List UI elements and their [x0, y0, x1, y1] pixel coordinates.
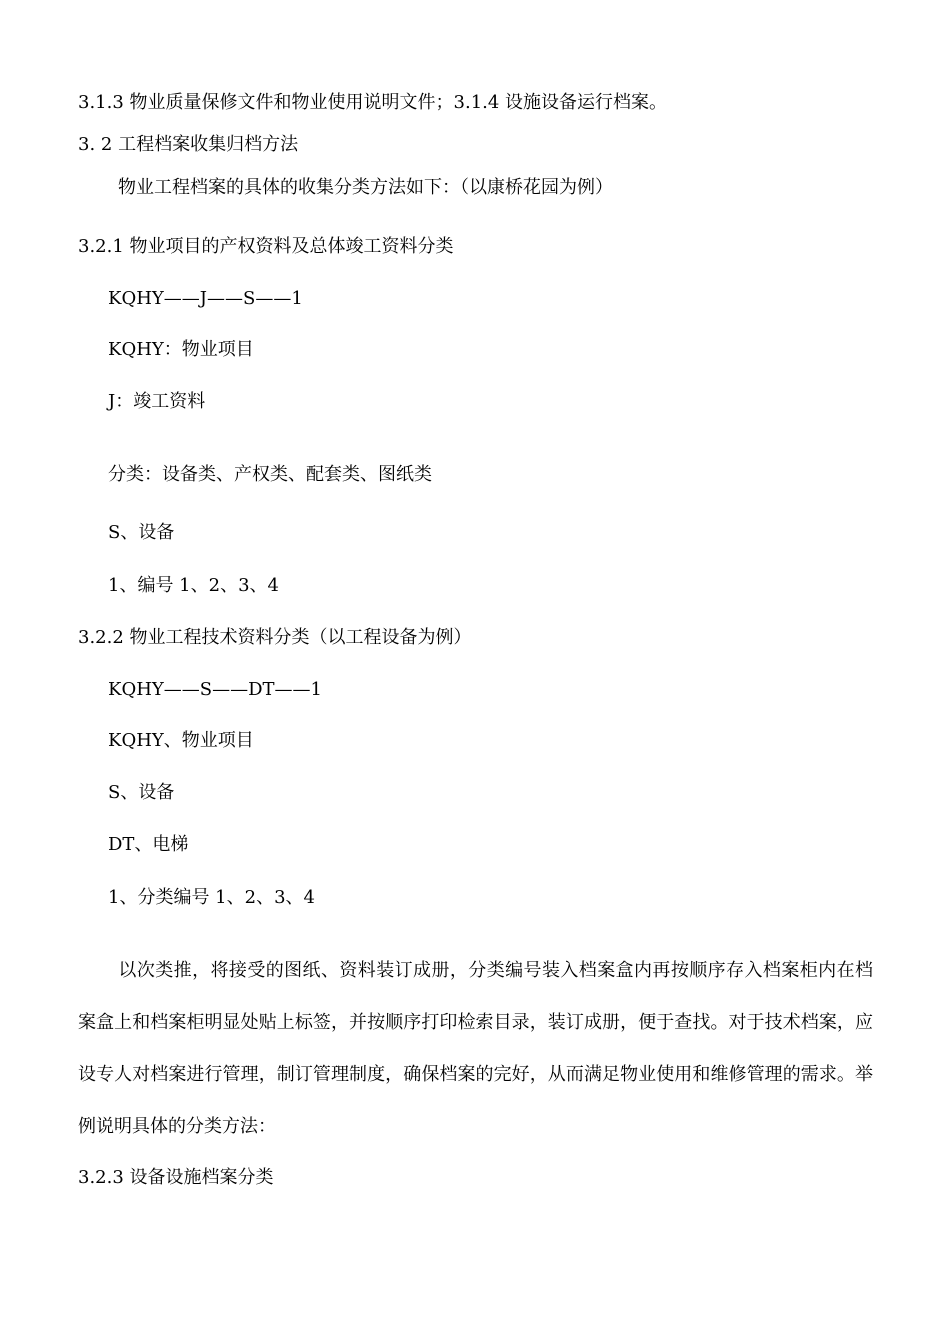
definition-j: J：竣工资料 [108, 391, 206, 412]
intro-text: 物业工程档案的具体的收集分类方法如下：（以康桥花园为例） [118, 177, 613, 198]
definition-kqhy-1: KQHY：物业项目 [108, 339, 254, 360]
body-paragraph [78, 945, 873, 1153]
section-heading-3-2-2: 3.2.2 物业工程技术资料分类（以工程设备为例） [78, 627, 472, 648]
text-line-3-1-3: 3.1.3 物业质量保修文件和物业使用说明文件；3.1.4 设施设备运行档案。 [78, 92, 668, 113]
definition-s-1: S、设备 [108, 522, 175, 543]
section-heading-3-2-1: 3.2.1 物业项目的产权资料及总体竣工资料分类 [78, 236, 454, 257]
definition-kqhy-2: KQHY、物业项目 [108, 730, 254, 751]
numbering-1: 1、编号 1、2、3、4 [108, 575, 279, 596]
numbering-2: 1、分类编号 1、2、3、4 [108, 887, 315, 908]
code-pattern-1: KQHY——J——S——1 [108, 288, 303, 309]
category-list: 分类：设备类、产权类、配套类、图纸类 [108, 464, 432, 485]
code-pattern-2: KQHY——S——DT——1 [108, 679, 323, 700]
section-heading-3-2-3: 3.2.3 设备设施档案分类 [78, 1167, 274, 1188]
definition-dt: DT、电梯 [108, 834, 189, 855]
definition-s-2: S、设备 [108, 782, 175, 803]
section-heading-3-2: 3. 2 工程档案收集归档方法 [78, 134, 299, 155]
body-paragraph-text: 以次类推，将接受的图纸、资料装订成册，分类编号装入档案盒内再按顺序存入档案柜内在档案盒上和档案柜明显处贴上标签，并按顺序打印检索目录，装订成册，便于查找。对于技术档案，应设专人对档案进行管理，制订管理制度，确保档案的完好，从而满足物业使用和维修管理的需求。举例说明具体的分类方法： [78, 960, 873, 1137]
